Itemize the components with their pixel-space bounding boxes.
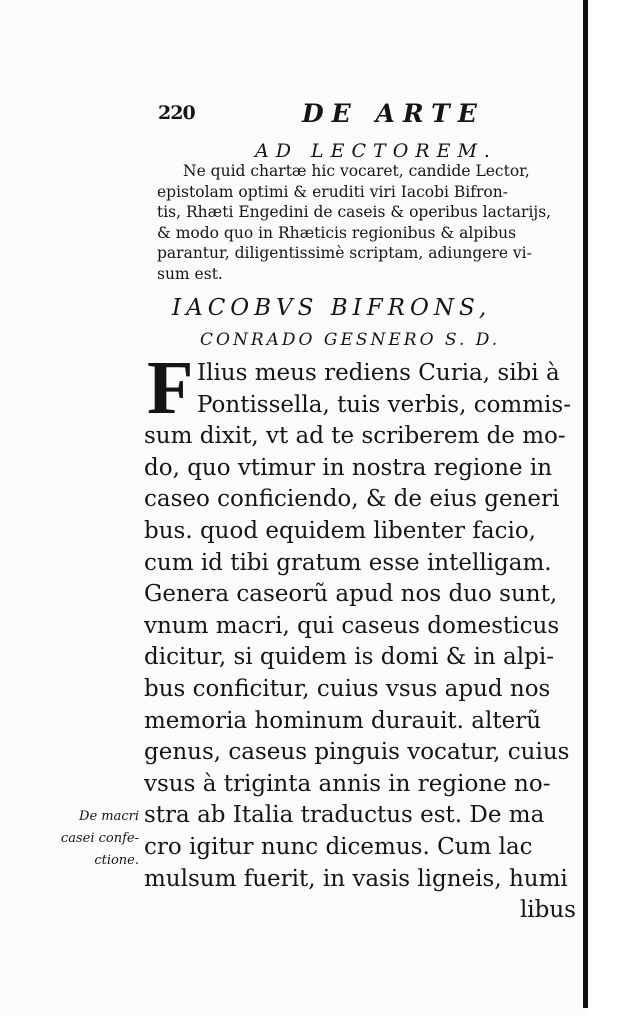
body-line: cro igitur nunc dicemus. Cum lac	[144, 833, 533, 860]
body-line: vsus à triginta annis in regione no-	[144, 770, 551, 797]
preface-line: tis, Rhæti Engedini de caseis & operibus lactarijs,	[157, 203, 552, 221]
margin-note-line: casei confe-	[60, 831, 139, 846]
letter-author-heading: IACOBVS BIFRONS,	[172, 295, 492, 321]
catchword: libus	[519, 897, 576, 924]
body-line: stra ab Italia traductus est. De ma	[144, 802, 545, 829]
margin-note	[27, 806, 139, 872]
body-line: dicitur, si quidem is domi & in alpi-	[144, 644, 554, 671]
letter-body	[144, 358, 576, 927]
preface-heading: AD LECTOREM.	[255, 140, 497, 162]
letter-recipient-heading: CONRADO GESNERO S. D.	[200, 330, 501, 350]
preface-line: epistolam optimi & eruditi viri Iacobi Bifron-	[157, 182, 508, 201]
body-line: bus conficitur, cuius vsus apud nos	[144, 675, 551, 702]
page-number: 220	[158, 102, 195, 124]
drop-cap-initial: F	[147, 346, 194, 430]
preface-line: parantur, diligentissimè scriptam, adiungere vi-	[157, 244, 532, 262]
body-line: memoria hominum durauit. alterũ	[144, 707, 542, 734]
body-line: Ilius meus rediens Curia, sibi à	[197, 360, 560, 386]
body-line: bus. quod equidem libenter facio,	[144, 517, 536, 544]
page-outer-margin	[588, 0, 632, 1016]
body-line: genus, caseus pinguis vocatur, cuius	[144, 739, 570, 766]
body-line: sum dixit, vt ad te scriberem de mo-	[144, 423, 566, 450]
body-line: do, quo vtimur in nostra regione in	[144, 454, 553, 481]
body-line: cum id tibi gratum esse intelligam.	[144, 549, 552, 576]
body-line: Genera caseorũ apud nos duo sunt,	[144, 581, 558, 608]
body-line: mulsum fuerit, in vasis ligneis, humi	[144, 865, 568, 892]
body-line: caseo conficiendo, & de eius generi	[144, 486, 560, 513]
margin-note-line: ctione.	[94, 853, 139, 868]
preface-line: sum est.	[157, 264, 223, 283]
body-line: vnum macri, qui caseus domesticus	[144, 612, 560, 639]
preface-paragraph	[157, 161, 582, 284]
margin-note-line: De macri	[79, 809, 139, 824]
preface-line: Ne quid chartæ hic vocaret, candide Lector,	[183, 162, 530, 180]
body-line: Pontissella, tuis verbis, commis-	[197, 391, 571, 418]
running-title: DE ARTE	[302, 99, 485, 128]
page-edge-shadow-line	[583, 0, 588, 1008]
preface-line: & modo quo in Rhæticis regionibus & alpibus	[157, 223, 517, 242]
